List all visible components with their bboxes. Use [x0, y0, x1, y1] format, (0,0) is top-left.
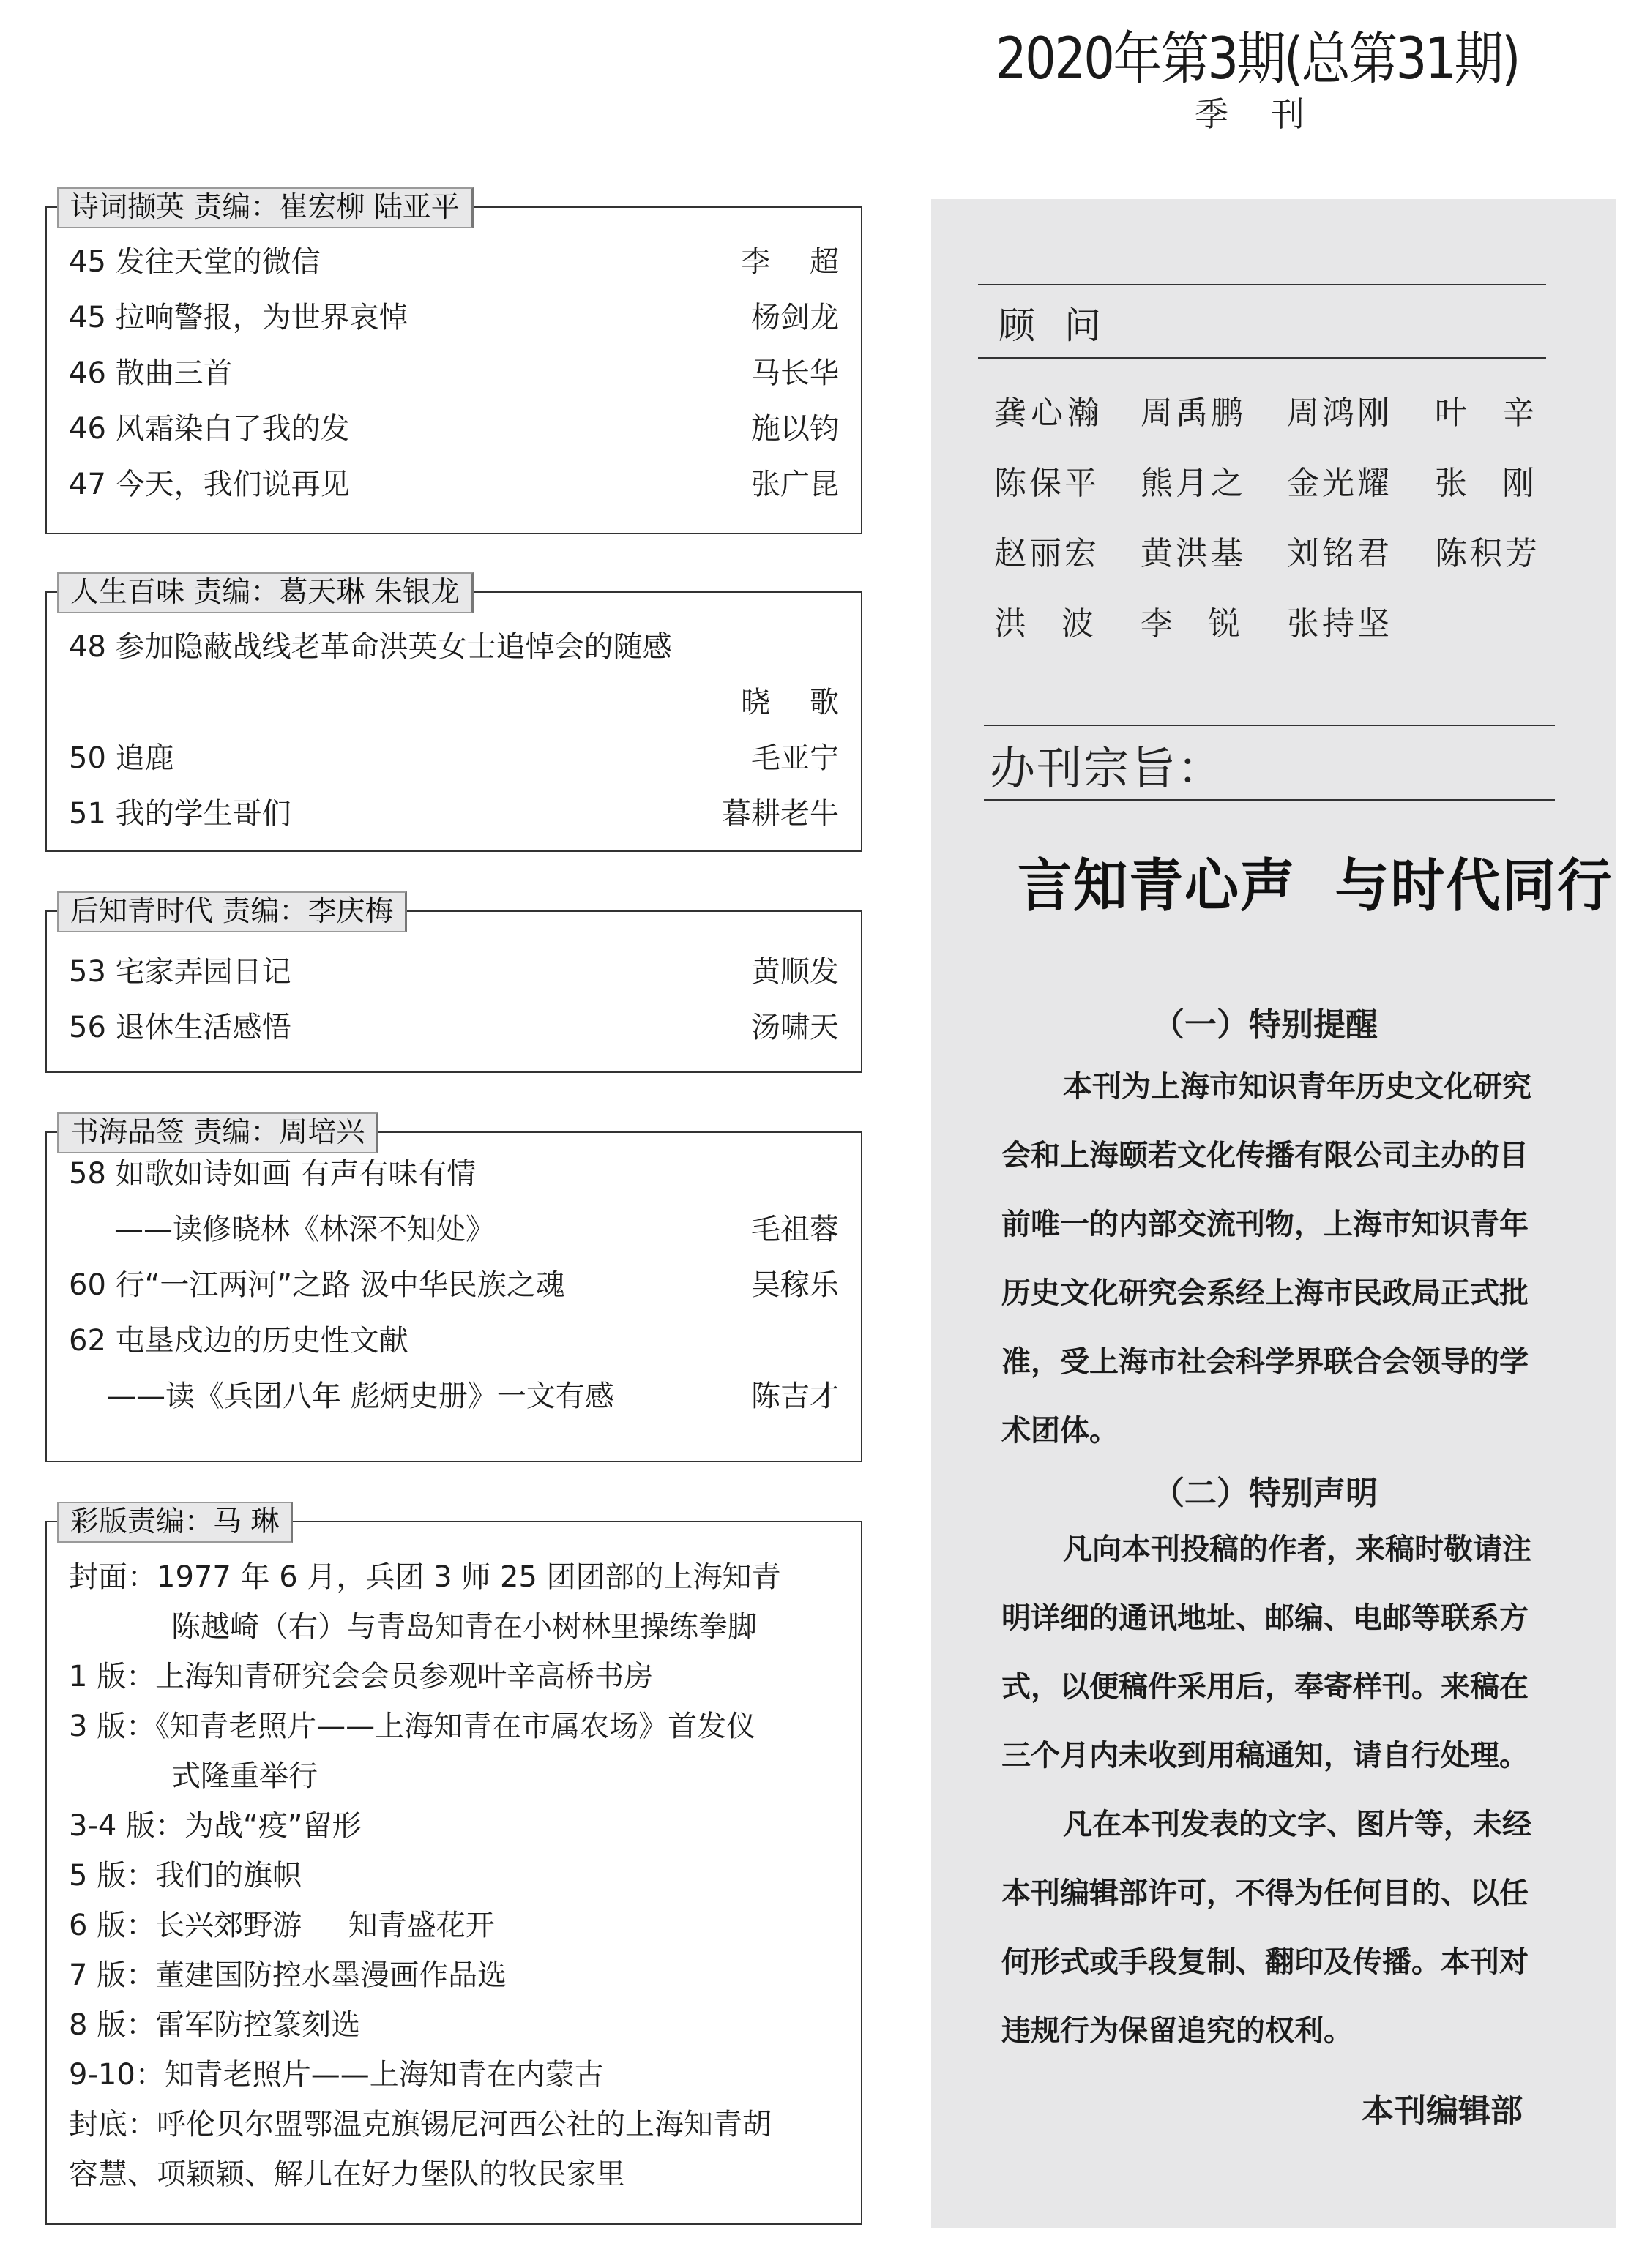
toc-row	[69, 1208, 839, 1251]
section-post-zhiqing	[45, 895, 862, 1073]
divider	[978, 284, 1546, 285]
toc-title: 46 风霜染白了我的发	[69, 412, 350, 446]
section-tab: 人生百味 责编：葛天琳 朱银龙	[57, 572, 474, 613]
caption-line: 9-10：知青老照片——上海知青在内蒙古	[69, 2058, 604, 2092]
toc-title: 47 今天，我们说再见	[69, 468, 350, 501]
toc-author: 晓歌	[741, 686, 878, 719]
toc-row	[69, 240, 878, 284]
section-life	[45, 576, 878, 852]
caption-line: 3 版：《知青老照片——上海知青在市属农场》首发仪	[69, 1710, 756, 1743]
advisor-name: 黄洪基	[1141, 535, 1246, 572]
toc-title: 48 参加隐蔽战线老革命洪英女士追悼会的随感	[69, 630, 672, 664]
caption-line: 式隆重举行	[171, 1759, 318, 1793]
advisor-name: 李锐	[1141, 605, 1275, 643]
advisor-name: 叶辛	[1435, 394, 1570, 432]
advisor-name: 陈积芳	[1435, 535, 1540, 572]
mission-heading: 办刊宗旨：	[990, 741, 1225, 795]
toc-title: 53 宅家弄园日记	[69, 955, 291, 989]
caption-line: 6 版：长兴郊野游 知青盛花开	[69, 1909, 495, 1942]
toc-row	[69, 1152, 839, 1196]
toc-title: 50 追鹿	[69, 741, 174, 775]
toc-title: 45 拉响警报，为世界哀悼	[69, 301, 408, 334]
advisor-name: 金光耀	[1287, 465, 1392, 502]
caption-line: 陈越崎（右）与青岛知青在小树林里操练拳脚	[171, 1610, 757, 1644]
advisor-name: 陈保平	[994, 465, 1100, 502]
toc-author: 毛亚宁	[751, 741, 839, 775]
toc-row	[69, 1006, 839, 1049]
section-tab: 书海品签 责编：周培兴	[57, 1112, 378, 1153]
slogan-part: 言知青心声	[1018, 853, 1296, 919]
toc-row	[69, 1374, 839, 1418]
advisor-name: 熊月之	[1141, 465, 1246, 502]
toc-row	[69, 625, 839, 669]
toc-title: 56 退休生活感悟	[69, 1011, 291, 1044]
caption-line: 封面：1977 年 6 月，兵团 3 师 25 团团部的上海知青	[69, 1560, 781, 1594]
toc-title: 45 发往天堂的微信	[69, 245, 321, 279]
slogan-part: 与时代同行	[1335, 853, 1613, 919]
toc-author: 暮耕老牛	[722, 797, 839, 831]
advisor-name: 洪波	[994, 605, 1129, 643]
section-color-pages	[45, 1505, 862, 2225]
divider	[984, 725, 1555, 726]
toc-author: 陈吉才	[751, 1380, 839, 1413]
toc-author: 汤啸天	[751, 1011, 839, 1044]
caption-line: 3-4 版：为战“疫”留形	[69, 1809, 362, 1843]
toc-author: 毛祖蓉	[751, 1213, 839, 1246]
toc-row	[69, 681, 878, 725]
section-books	[45, 1116, 862, 1462]
notice-2-text	[1001, 1515, 1543, 2065]
caption-line: 8 版：雷军防控篆刻选	[69, 2008, 361, 2042]
advisors-heading: 顾问	[999, 304, 1130, 347]
section-tab: 彩版责编：马 琳	[57, 1502, 293, 1543]
issue-title: 2020年第3期(总第31期)	[996, 26, 1519, 92]
caption-line: 封底：呼伦贝尔盟鄂温克旗锡尼河西公社的上海知青胡	[69, 2108, 772, 2141]
toc-title: 60 行“一江两河”之路 汲中华民族之魂	[69, 1268, 565, 1302]
toc-row	[69, 950, 839, 994]
toc-author: 吴稼乐	[751, 1268, 839, 1302]
toc-title: 51 我的学生哥们	[69, 797, 291, 831]
section-tab: 诗词撷英 责编：崔宏柳 陆亚平	[57, 187, 474, 228]
advisor-name: 刘铭君	[1287, 535, 1392, 572]
notice-paragraph: 凡向本刊投稿的作者，来稿时敬请注明详细的通讯地址、邮编、电邮等联系方式，以便稿件采用后，奉寄样刊。来稿在三个月内未收到用稿通知，请自行处理。	[1001, 1532, 1531, 1773]
caption-line: 容慧、项颖颖、解儿在好力堡队的牧民家里	[69, 2157, 625, 2191]
notice-2-heading: （二）特别声明	[1152, 1475, 1378, 1512]
toc-title: 62 屯垦戍边的历史性文献	[69, 1324, 408, 1358]
divider	[978, 357, 1546, 359]
advisor-name: 赵丽宏	[994, 535, 1100, 572]
section-poetry	[45, 191, 878, 534]
toc-author: 施以钧	[751, 412, 839, 446]
caption-line: 5 版：我们的旗帜	[69, 1859, 302, 1893]
toc-row	[69, 1263, 839, 1307]
toc-author: 李超	[741, 245, 878, 279]
toc-author: 杨剑龙	[751, 301, 839, 334]
editorial-signoff: 本刊编辑部	[1362, 2092, 1523, 2130]
advisor-name: 周禹鹏	[1141, 394, 1246, 432]
toc-author: 黄顺发	[751, 955, 839, 989]
toc-title: 46 散曲三首	[69, 356, 233, 390]
toc-row	[69, 463, 839, 506]
toc-row	[69, 792, 839, 836]
toc-title: 58 如歌如诗如画 有声有味有情	[69, 1157, 477, 1191]
advisor-name: 周鸿刚	[1287, 394, 1392, 432]
caption-line: 1 版：上海知青研究会会员参观叶辛高桥书房	[69, 1660, 654, 1693]
advisor-name: 张持坚	[1287, 605, 1392, 643]
frequency-label: 季刊	[1195, 94, 1347, 134]
toc-row	[69, 1319, 839, 1363]
notice-paragraph: 凡在本刊发表的文字、图片等，未经本刊编辑部许可，不得为任何目的、以任何形式或手段复制、翻印及传播。本刊对违规行为保留追究的权利。	[1001, 1808, 1531, 2048]
caption-line: 7 版：董建国防控水墨漫画作品选	[69, 1958, 507, 1992]
toc-subtitle: ——读《兵团八年 彪炳史册》一文有感	[107, 1380, 614, 1413]
toc-row	[69, 407, 839, 451]
toc-author: 张广昆	[751, 468, 839, 501]
toc-row	[69, 351, 839, 395]
toc-author: 马长华	[751, 356, 839, 390]
advisor-name: 张刚	[1435, 465, 1570, 502]
section-tab: 后知青时代 责编：李庆梅	[57, 891, 407, 932]
notice-1-heading: （一）特别提醒	[1152, 1006, 1378, 1044]
notice-paragraph: 本刊为上海市知识青年历史文化研究会和上海颐若文化传播有限公司主办的目前唯一的内部交流刊物，上海市知识青年历史文化研究会系经上海市民政局正式批准，受上海市社会科学界联合会领导的学术团体。	[1001, 1070, 1531, 1448]
toc-row	[69, 296, 839, 340]
notice-1-text	[1001, 1052, 1543, 1465]
divider	[984, 799, 1555, 801]
toc-subtitle: ——读修晓林《林深不知处》	[114, 1213, 495, 1246]
advisor-name: 龚心瀚	[994, 394, 1104, 432]
toc-row	[69, 736, 839, 780]
mission-slogan	[1018, 840, 1613, 922]
